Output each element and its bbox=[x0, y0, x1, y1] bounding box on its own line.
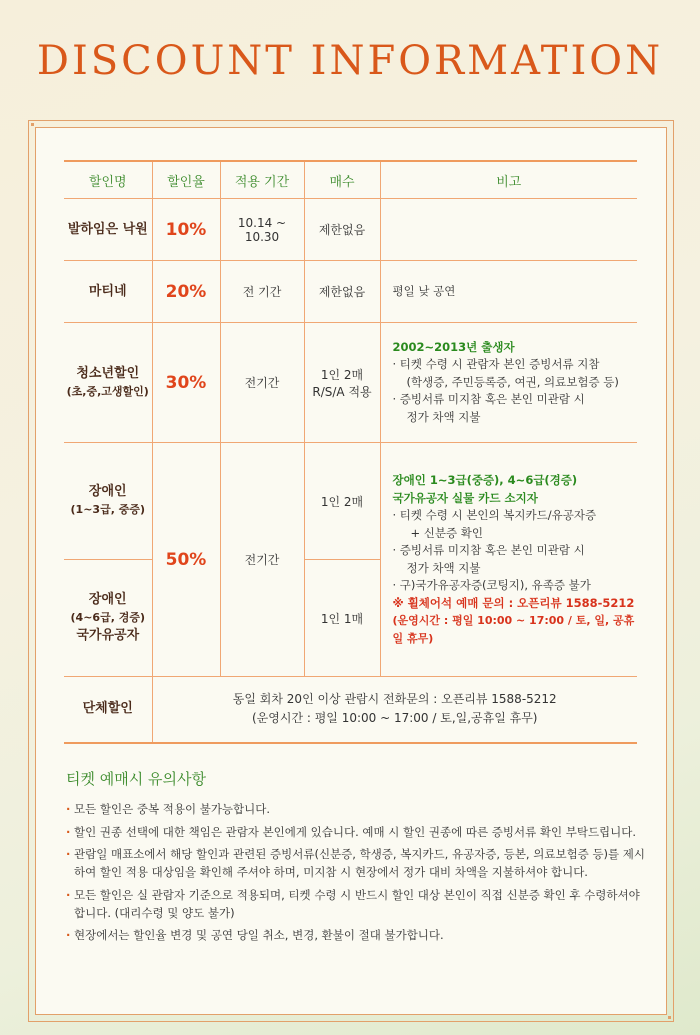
row-rate: 30% bbox=[152, 323, 220, 443]
row-name: 발하임은 낙원 bbox=[64, 199, 152, 261]
table-row bbox=[64, 261, 637, 323]
count-line: 1인 2매 bbox=[320, 367, 364, 382]
note-line: · 증빙서류 미지참 혹은 본인 미관람 시 bbox=[392, 543, 585, 557]
note-line: · 구)국가유공자증(코팅지), 유족증 불가 bbox=[392, 578, 591, 592]
header-note: 비고 bbox=[380, 161, 637, 199]
note-line: 정가 차액 지불 bbox=[406, 409, 481, 424]
note-red-line: ※ 휠체어석 예매 문의 : 오픈리뷰 1588-5212 bbox=[392, 595, 635, 610]
row-count: 제한없음 bbox=[304, 199, 380, 261]
row-name-sub: (초,중,고생할인) bbox=[66, 384, 149, 398]
row-note bbox=[380, 199, 637, 261]
table-row bbox=[64, 677, 637, 743]
page-title: DISCOUNT INFORMATION bbox=[36, 38, 664, 84]
table-row bbox=[64, 443, 637, 560]
row-count: 1인 1매 bbox=[304, 560, 380, 677]
group-line: (운영시간 : 평일 10:00 ~ 17:00 / 토,일,공휴일 휴무) bbox=[251, 711, 538, 726]
note-title: 2002~2013년 출생자 bbox=[392, 339, 515, 354]
row-name bbox=[64, 323, 152, 443]
list-item: · 현장에서는 할인율 변경 및 공연 당일 취소, 변경, 환불이 절대 불가합니다. bbox=[66, 926, 646, 944]
header-rate: 할인율 bbox=[152, 161, 220, 199]
row-name: 단체할인 bbox=[64, 677, 152, 743]
row-name-main: 장애인 bbox=[88, 592, 127, 607]
row-name-sub: (4~6급, 경증) bbox=[70, 611, 145, 624]
header-name: 할인명 bbox=[64, 161, 152, 199]
note-line: + 신분증 확인 bbox=[410, 525, 483, 540]
header-count: 매수 bbox=[304, 161, 380, 199]
row-period: 10.14 ~ 10.30 bbox=[220, 199, 304, 261]
row-name-main: 청소년할인 bbox=[76, 365, 140, 381]
row-name-sub: (1~3급, 중증) bbox=[70, 503, 145, 516]
list-item: · 할인 권종 선택에 대한 책임은 관람자 본인에게 있습니다. 예매 시 할인 권종에 따른 증빙서류 확인 부탁드립니다. bbox=[66, 823, 646, 841]
table-row bbox=[64, 323, 637, 443]
row-count bbox=[304, 323, 380, 443]
row-name bbox=[64, 560, 152, 677]
note-title: 국가유공자 실물 카드 소지자 bbox=[392, 490, 538, 505]
note-line: (학생증, 주민등록증, 여권, 의료보험증 등) bbox=[406, 374, 619, 389]
group-note bbox=[152, 677, 637, 743]
row-rate: 20% bbox=[152, 261, 220, 323]
list-item: · 모든 할인은 중복 적용이 불가능합니다. bbox=[66, 800, 646, 818]
row-note bbox=[380, 443, 637, 677]
row-rate: 10% bbox=[152, 199, 220, 261]
group-line: 동일 회차 20인 이상 관람시 전화문의 : 오픈리뷰 1588-5212 bbox=[232, 692, 557, 707]
row-name-extra: 국가유공자 bbox=[76, 628, 140, 643]
note-line: · 티켓 수령 시 본인의 복지카드/유공자증 bbox=[392, 508, 597, 522]
note-line: · 티켓 수령 시 관람자 본인 증빙서류 지참 bbox=[392, 357, 600, 372]
row-note: 평일 낮 공연 bbox=[380, 261, 637, 323]
row-count: 1인 2매 bbox=[304, 443, 380, 560]
row-period: 전기간 bbox=[220, 443, 304, 677]
count-line-2: R/S/A 적용 bbox=[312, 384, 372, 399]
row-period: 전기간 bbox=[220, 323, 304, 443]
table-header-row bbox=[64, 161, 637, 199]
row-count: 제한없음 bbox=[304, 261, 380, 323]
header-period: 적용 기간 bbox=[220, 161, 304, 199]
row-note bbox=[380, 323, 637, 443]
row-name: 마티네 bbox=[64, 261, 152, 323]
row-rate: 50% bbox=[152, 443, 220, 677]
table-row bbox=[64, 199, 637, 261]
note-title: 장애인 1~3급(중증), 4~6급(경증) bbox=[392, 473, 578, 487]
guide-list bbox=[66, 800, 646, 949]
row-name bbox=[64, 443, 152, 560]
note-line: 정가 차액 지불 bbox=[406, 560, 481, 575]
list-item: · 모든 할인은 실 관람자 기준으로 적용되며, 티켓 수령 시 반드시 할인 대상 본인이 직접 신분증 확인 후 수령하셔야 합니다. (대리수령 및 양도 불가) bbox=[66, 886, 646, 922]
row-name-main: 장애인 bbox=[88, 484, 127, 499]
discount-table bbox=[64, 160, 637, 744]
row-period: 전 기간 bbox=[220, 261, 304, 323]
guide-title: 티켓 예매시 유의사항 bbox=[66, 770, 206, 788]
list-item: · 관람일 매표소에서 해당 할인과 관련된 증빙서류(신분증, 학생증, 복지카드, 유공자증, 등본, 의료보험증 등)를 제시하여 할인 적용 대상임을 확인해 주셔야 하며, 미지참 시 현장에서 정가 대비 차액을 지불하셔야 합니다. bbox=[66, 845, 646, 881]
note-red-line: (운영시간 : 평일 10:00 ~ 17:00 / 토, 일, 공휴일 휴무) bbox=[392, 614, 635, 645]
note-line: · 증빙서류 미지참 혹은 본인 미관람 시 bbox=[392, 392, 585, 407]
